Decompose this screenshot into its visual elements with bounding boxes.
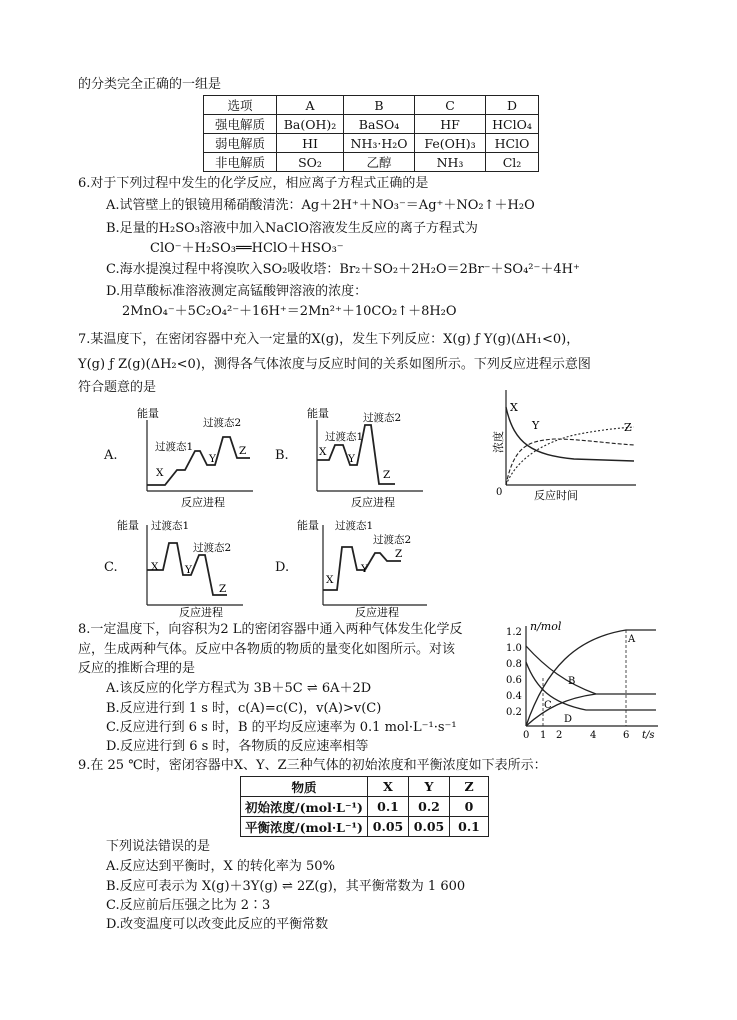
- q5-cell: HClO₄: [486, 115, 539, 134]
- q5-cell: NH₃: [415, 153, 486, 172]
- q9-cell: 0.1: [450, 817, 489, 837]
- x-label: X: [326, 574, 334, 586]
- q9-option-b: B.反应可表示为 X(g)＋3Y(g) ⇌ 2Z(g)，其平衡常数为 1 600: [106, 879, 466, 894]
- curve-label-b: B: [568, 676, 576, 687]
- axis-label-progress: 反应进程: [179, 606, 223, 619]
- y-tick: 0.4: [506, 691, 522, 702]
- q5-header: C: [415, 96, 486, 115]
- y-tick: 0.6: [506, 675, 522, 686]
- x-tick: 6: [623, 730, 630, 741]
- z-label: Z: [395, 548, 403, 560]
- q9-option-c: C.反应前后压强之比为 2∶3: [106, 898, 271, 913]
- x-tick: 1: [540, 730, 547, 741]
- q5-header: A: [277, 96, 344, 115]
- q7-diagram-c: [115, 515, 245, 620]
- y-label: Y: [348, 453, 355, 465]
- z-curve-label: Z: [624, 421, 632, 434]
- y-axis-label: n/mol: [530, 620, 562, 633]
- x-label: X: [151, 561, 159, 573]
- z-label: Z: [239, 445, 247, 457]
- q5-cell: Fe(OH)₃: [415, 134, 486, 153]
- q7-diagram-b: [305, 405, 425, 510]
- q7-option-a-label: A.: [104, 448, 118, 463]
- q6-option-b: B.足量的H₂SO₃溶液中加入NaClO溶液发生反应的离子方程式为: [106, 221, 478, 236]
- q6-option-b-equation: ClO⁻＋H₂SO₃══HClO＋HSO₃⁻: [150, 241, 344, 256]
- q8-option-a: A.该反应的化学方程式为 3B＋5C ⇌ 6A＋2D: [106, 681, 372, 696]
- y-label: Y: [361, 563, 368, 575]
- q7-concentration-chart: [494, 385, 644, 503]
- q9-cell: 平衡浓度/(mol·L⁻¹): [241, 817, 368, 837]
- x-label: X: [156, 467, 164, 479]
- z-label: Z: [219, 583, 227, 595]
- axis-label-energy: 能量: [307, 407, 329, 420]
- q7-option-b-label: B.: [275, 448, 289, 463]
- q7-option-d-label: D.: [275, 560, 290, 575]
- q6-option-d: D.用草酸标准溶液测定高锰酸钾溶液的浓度：: [106, 284, 368, 299]
- axis-label-energy: 能量: [297, 519, 319, 532]
- q5-cell: HI: [277, 134, 344, 153]
- origin-label: 0: [496, 487, 503, 498]
- axis-label-energy: 能量: [117, 519, 139, 532]
- q9-header: Z: [450, 777, 489, 797]
- q9-header: Y: [409, 777, 450, 797]
- y-label: Y: [185, 564, 192, 576]
- q5-cell: 非电解质: [204, 153, 277, 172]
- q8-option-d: D.反应进行到 6 s 时，各物质的反应速率相等: [106, 739, 369, 754]
- q5-table: [203, 95, 539, 172]
- x-label: X: [319, 446, 327, 458]
- curve-label-d: D: [564, 714, 573, 725]
- q7-stem-line2: Y(g) ƒ Z(g)(ΔH₂<0)，测得各气体浓度与反应时间的关系如图所示。下列反应进程示意图: [78, 357, 591, 372]
- ts2-label: 过渡态2: [363, 412, 402, 424]
- ts2-label: 过渡态2: [203, 417, 242, 429]
- q9-option-d: D.改变温度可以改变此反应的平衡常数: [106, 917, 329, 932]
- q9-header: 物质: [241, 777, 368, 797]
- z-label: Z: [383, 469, 391, 481]
- axis-label-concentration: 浓度: [492, 431, 505, 453]
- q6-option-a: A.试管壁上的银镜用稀硝酸清洗：Ag＋2H⁺＋NO₃⁻＝Ag⁺＋NO₂↑＋H₂O: [106, 198, 535, 213]
- q9-cell: 0.05: [368, 817, 409, 837]
- y-tick: 0.8: [506, 659, 522, 670]
- curve-label-c: C: [544, 700, 552, 711]
- q8-option-b: B.反应进行到 1 s 时，c(A)=c(C)，v(A)>v(C): [106, 701, 382, 716]
- q6-stem: 6.对于下列过程中发生的化学反应，相应离子方程式正确的是: [78, 176, 429, 191]
- y-tick: 1.0: [506, 643, 522, 654]
- ts1-label: 过渡态1: [151, 520, 190, 532]
- q6-option-d-equation: 2MnO₄⁻＋5C₂O₄²⁻＋16H⁺＝2Mn²⁺＋10CO₂↑＋8H₂O: [122, 304, 457, 319]
- q5-cell: Cl₂: [486, 153, 539, 172]
- q7-diagram-d: [295, 515, 430, 620]
- q5-cell: SO₂: [277, 153, 344, 172]
- q5-header: D: [486, 96, 539, 115]
- q9-cell: 0.2: [409, 797, 450, 817]
- q5-cell: NH₃·H₂O: [344, 134, 415, 153]
- x-curve-label: X: [510, 401, 518, 414]
- q9-stem: 9.在 25 ℃时，密闭容器中X、Y、Z三种气体的初始浓度和平衡浓度如下表所示：: [78, 758, 547, 773]
- q5-cell: 乙醇: [344, 153, 415, 172]
- curve-label-a: A: [628, 634, 636, 645]
- q9-cell: 0.1: [368, 797, 409, 817]
- q5-header: B: [344, 96, 415, 115]
- q8-option-c: C.反应进行到 6 s 时，B 的平均反应速率为 0.1 mol·L⁻¹·s⁻¹: [106, 720, 457, 735]
- axis-label-time: 反应时间: [534, 489, 578, 502]
- q9-cell: 0.05: [409, 817, 450, 837]
- y-tick: 0.2: [506, 707, 522, 718]
- ts2-label: 过渡态2: [373, 534, 412, 546]
- ts1-label: 过渡态1: [325, 431, 364, 443]
- y-label: Y: [209, 453, 216, 465]
- q8-stem-line1: 8.一定温度下，向容积为2 L的密闭容器中通入两种气体发生化学反: [78, 622, 463, 637]
- q9-ask: 下列说法错误的是: [106, 839, 211, 854]
- q5-cell: HF: [415, 115, 486, 134]
- ts2-label: 过渡态2: [193, 542, 232, 554]
- axis-label-progress: 反应进程: [351, 496, 395, 509]
- q9-header: X: [368, 777, 409, 797]
- q7-stem-line1: 7.某温度下，在密闭容器中充入一定量的X(g)，发生下列反应：X(g) ƒ Y(g)(ΔH₁<0)，: [78, 332, 580, 347]
- q7-diagram-a: [135, 405, 255, 510]
- q7-option-c-label: C.: [104, 560, 118, 575]
- q9-option-a: A.反应达到平衡时，X 的转化率为 50%: [106, 859, 335, 874]
- q8-stem-line3: 反应的推断合理的是: [78, 661, 196, 676]
- q5-cell: 强电解质: [204, 115, 277, 134]
- q5-header: 选项: [204, 96, 277, 115]
- q5-cell: BaSO₄: [344, 115, 415, 134]
- axis-label-energy: 能量: [137, 407, 159, 420]
- q5-intro: 的分类完全正确的一组是: [78, 77, 222, 92]
- q9-table: [240, 776, 489, 837]
- x-axis-label: t/s: [642, 730, 655, 741]
- q5-cell: Ba(OH)₂: [277, 115, 344, 134]
- y-curve-label: Y: [532, 419, 540, 432]
- q9-cell: 0: [450, 797, 489, 817]
- ts1-label: 过渡态1: [335, 520, 374, 532]
- axis-label-progress: 反应进程: [181, 496, 225, 509]
- q5-cell: HClO: [486, 134, 539, 153]
- x-tick: 0: [523, 730, 530, 741]
- x-tick: 2: [556, 730, 563, 741]
- q8-mole-chart: [506, 618, 666, 742]
- q8-stem-line2: 应，生成两种气体。反应中各物质的物质的量变化如图所示。对该: [78, 642, 456, 657]
- axis-label-progress: 反应进程: [355, 606, 399, 619]
- q5-cell: 弱电解质: [204, 134, 277, 153]
- ts1-label: 过渡态1: [155, 441, 194, 453]
- q9-cell: 初始浓度/(mol·L⁻¹): [241, 797, 368, 817]
- y-tick: 1.2: [506, 627, 522, 638]
- q6-option-c: C.海水提溴过程中将溴吹入SO₂吸收塔：Br₂＋SO₂＋2H₂O＝2Br⁻＋SO₄²⁻＋4H⁺: [106, 262, 580, 277]
- x-tick: 4: [590, 730, 597, 741]
- q7-stem-line3: 符合题意的是: [78, 380, 157, 395]
